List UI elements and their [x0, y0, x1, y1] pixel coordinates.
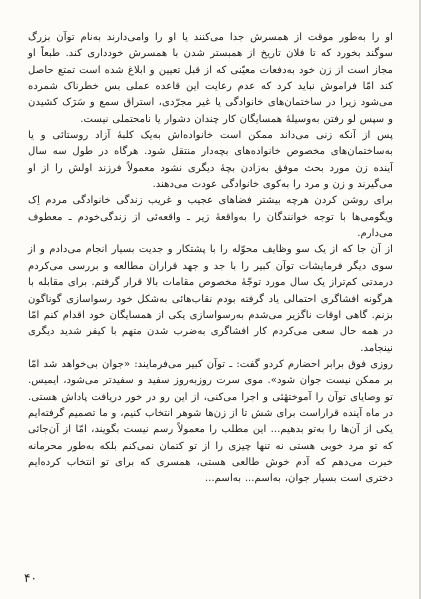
- page-number: ۴۰: [24, 571, 37, 585]
- paragraph-5: روزی فوق برابر احضارم کردو گفت: ـ توآن کبیر می‌فرمایند: «جوان بی‌خواهد شد امّا بر ممکن نیست جوان شود». موی سرت روزبه‌روز سفید و سفیدتر می‌شود، ایمیس. تو وصایای توآن را آموختهٔئی و اجرا می‌کنی، از این رو در خور دریافت پاداش هستی. در ماه آینده قراراست برای شش تا از زن‌ها شوهر انتخاب کنیم، و ما تصمیم گرفته‌ایم یکی از آن‌ها را به‌تو بدهیم... این مطلب را معمولاً رسم نیست بگویند، امّا از آن‌جائی که تو مرد خوبی هستی نه تنها چیزی را از تو کتمان نمی‌کنم بلکه به‌طور محرمانه خبرت می‌دهم که آدم خوش طالعی هستی، همسری که برای تو انتخاب کرده‌ایم دختری است بسیار جوان، به‌اسم... به‌اسم...: [28, 358, 393, 485]
- paragraph-4: از آن جا که از یک سو وظایف محوّله را با پشتکار و جدیت بسیار انجام می‌دادم و از سوی دیگر فرمایشات توآن کبیر را با جد و جهد قراران مطالعه و بررسی می‌کردم درمدتی کم‌تراز یک سال مورد توجّهٔ مخصوص مقامات بالا قرار گرفتم. برای مقابله با هرگونه افشاگری احتمالی یاد گرفته بودم نقاب‌هائی به‌شکل خود رسوا‌سازی گوناگون بزنم. گاهی اوقات ناگزیر می‌شدم به‌رسواسازی یکی از همسایگان خود اقدام کنم امّا در همه حال سعی می‌کردم کار افشاگری به‌ضرب شدن متهم با کیفر شدید دیگری نینجامد.: [28, 244, 393, 354]
- paragraph-2: پس از آنکه زنی می‌داند ممکن است خانواده‌اش به‌یک کلبهٔ آزاد روستائی و یا به‌ساختمان‌های مخصوص خانواده‌های بچه‌دار منتقل شود. هرگاه در طول سه سال آینده زن مورد بحث موفق به‌زادن بچهٔ دیگری نشود معمولاً فرزند اولش را از او می‌گیرند و زن و مرد را به‌کوی خانوادگی عودت می‌دهند.: [28, 130, 393, 191]
- paragraph-3: برای روشن کردن هرچه بیشتر فضاهای عجیب و غریب زندگی خانوادگی مردم اِک ویگومی‌ها با توجه خوانندگان را به‌واقعهٔ زیر ـ واقعه‌ئی از زندگی‌خودم ـ معطوف می‌دارم.: [28, 195, 393, 240]
- paragraph-1: او را به‌طور موقت از همسرش جدا می‌کنند یا او را وامی‌دارند به‌نام توآن بزرگ سوگند بخورد که تا فلان تاریخ از همبستر شدن با همسرش خودداری کند. طبعاً او مجاز است از زن خود به‌دفعات معیّنی که از قبل تعیین و ابلاغ شده است تمتع حاصل کند امّا فراموش نباید کرد که عدم رعایت این قاعده عملی بس خطرناک شمرده می‌شود زیرا در ساختمان‌های خانوادگی یا غیر مجرّدی، استراق سمع و سَرَک کشیدن و سپس لو رفتن به‌وسیلهٔ همسایگان کار چندان دشوار یا نامحتملی نیست.: [28, 32, 393, 125]
